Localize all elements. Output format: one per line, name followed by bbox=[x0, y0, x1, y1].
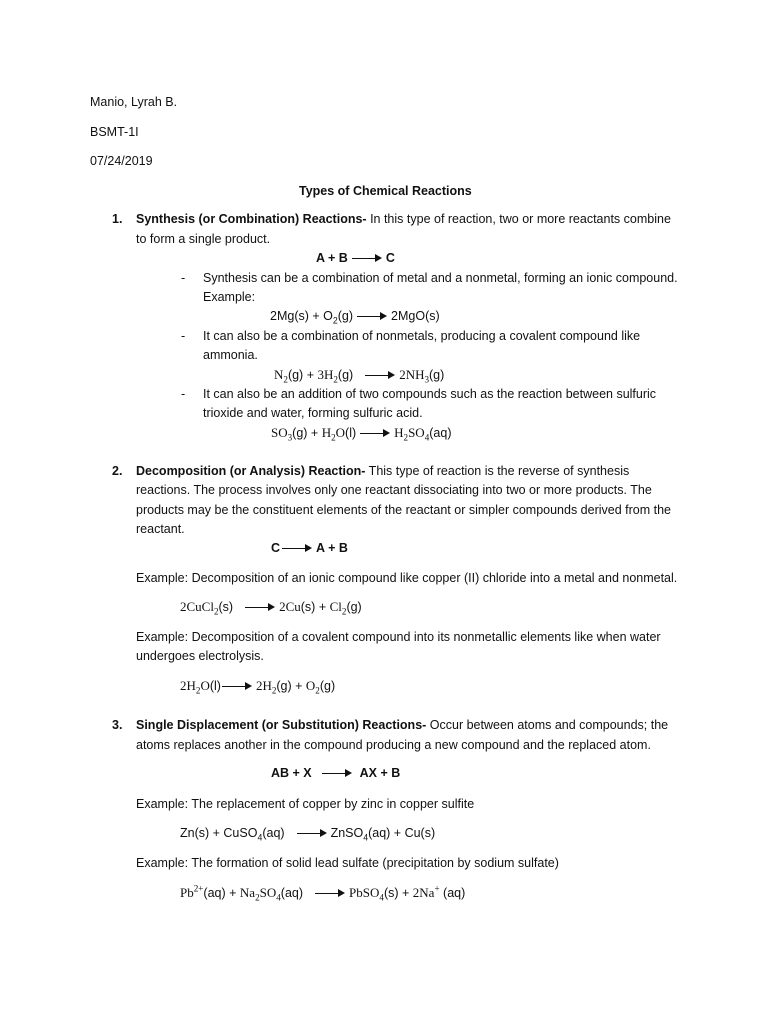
bullet-3-text: It can also be an addition of two compounds such as the reaction between sulfuric bbox=[203, 387, 657, 401]
section-2-text: This type of reaction is the reverse of synthesis bbox=[365, 464, 630, 478]
section-2-number: 2. bbox=[112, 464, 123, 478]
formula-products: C bbox=[385, 251, 395, 265]
arrow-icon bbox=[282, 544, 312, 554]
equation-water-electrolysis: $2H_2O(l) 2H_2(g) + O_2(g)$ bbox=[180, 678, 336, 696]
section-3-text: Occur between atoms and compounds; the bbox=[426, 718, 669, 732]
bullet-3-text-cont: trioxide and water, forming sulfuric acid. bbox=[203, 406, 423, 420]
displacement-general-formula bbox=[271, 765, 400, 781]
formula-reactants: C bbox=[271, 541, 281, 555]
arrow-icon bbox=[297, 829, 327, 839]
bullet-1-text-cont: Example: bbox=[203, 290, 256, 304]
equation-lead-sulfate: $Pb^{2+}(aq) + Na_2SO_4(aq)$ PbSO$_4$(s) + 2Na+ (aq) bbox=[180, 883, 466, 903]
section-2-example-2-cont: undergoes electrolysis. bbox=[136, 649, 264, 663]
formula-products: AX + B bbox=[359, 766, 401, 780]
bullet-marker: - bbox=[181, 329, 186, 343]
section-2-heading: Decomposition (or Analysis) Reaction- bbox=[136, 464, 366, 478]
section-1-text-cont: to form a single product. bbox=[136, 232, 271, 246]
arrow-icon bbox=[322, 769, 352, 779]
section-3-heading: Single Displacement (or Substitution) Reactions- bbox=[136, 718, 427, 732]
decomposition-general-formula bbox=[271, 540, 348, 556]
section-3-example-2: Example: The formation of solid lead sulfate (precipitation by sodium sulfate) bbox=[136, 856, 559, 870]
section-1-number: 1. bbox=[112, 212, 123, 226]
equation-zinc-copper: Zn(s) + CuSO$_4$(aq) ZnSO$_4$(aq) + Cu(s) bbox=[180, 826, 436, 843]
bullet-2-text-cont: ammonia. bbox=[203, 348, 258, 362]
formula-products: A + B bbox=[316, 541, 348, 555]
course-section: BSMT-1I bbox=[90, 125, 139, 139]
section-3-text-cont: atoms replaces another in the compound producing a new compound and the replaced atom. bbox=[136, 738, 651, 752]
bullet-2-text: It can also be a combination of nonmetals, producing a covalent compound like bbox=[203, 329, 641, 343]
arrow-icon bbox=[357, 312, 387, 322]
equation-ammonia: $N_2(g) + 3H_2(g)$ $2NH_3(g)$ bbox=[274, 367, 445, 385]
section-3-example-1: Example: The replacement of copper by zinc in copper sulfite bbox=[136, 797, 475, 811]
author-name: Manio, Lyrah B. bbox=[90, 95, 178, 109]
bullet-1-text: Synthesis can be a combination of metal and a nonmetal, forming an ionic compound. bbox=[203, 271, 678, 285]
section-1-heading: Synthesis (or Combination) Reactions- bbox=[136, 212, 367, 226]
section-3-intro bbox=[136, 717, 668, 733]
bullet-marker: - bbox=[181, 387, 186, 401]
formula-reactants: AB + X bbox=[271, 766, 312, 780]
document-date: 07/24/2019 bbox=[90, 154, 153, 168]
section-2-text-line-4: reactant. bbox=[136, 522, 185, 536]
section-2-text-line-3: products may be the constituent elements of the reactant or simpler compounds derived from the bbox=[136, 503, 671, 517]
equation-sulfuric-acid: $SO_3(g) + H_2O(l)$ $H_2SO_4(aq)$ bbox=[271, 425, 452, 443]
arrow-icon bbox=[360, 429, 390, 439]
section-1-text: In this type of reaction, two or more reactants combine bbox=[366, 212, 671, 226]
section-2-example-2: Example: Decomposition of a covalent compound into its nonmetallic elements like when water bbox=[136, 630, 661, 644]
equation-copper-chloride: 2CuCl$_2$(s) $2Cu(s) + Cl_2(g)$ bbox=[180, 599, 362, 617]
arrow-icon bbox=[245, 603, 275, 613]
arrow-icon bbox=[315, 889, 345, 899]
synthesis-general-formula bbox=[316, 250, 395, 266]
section-2-example-1: Example: Decomposition of an ionic compound like copper (II) chloride into a metal and nonmetal. bbox=[136, 571, 678, 585]
section-1-intro bbox=[136, 211, 671, 227]
arrow-icon bbox=[365, 371, 395, 381]
arrow-icon bbox=[352, 254, 382, 264]
arrow-icon bbox=[222, 682, 252, 692]
section-2-text-line-2: reactions. The process involves only one reactant dissociating into two or more products. The bbox=[136, 483, 652, 497]
section-2-intro bbox=[136, 463, 629, 479]
section-3-number: 3. bbox=[112, 718, 123, 732]
equation-magnesium-oxide: $2Mg(s) + O_2(g)$ 2MgO(s) bbox=[270, 309, 440, 326]
formula-reactants: A + B bbox=[316, 251, 348, 265]
bullet-marker: - bbox=[181, 271, 186, 285]
document-title: Types of Chemical Reactions bbox=[299, 184, 472, 198]
